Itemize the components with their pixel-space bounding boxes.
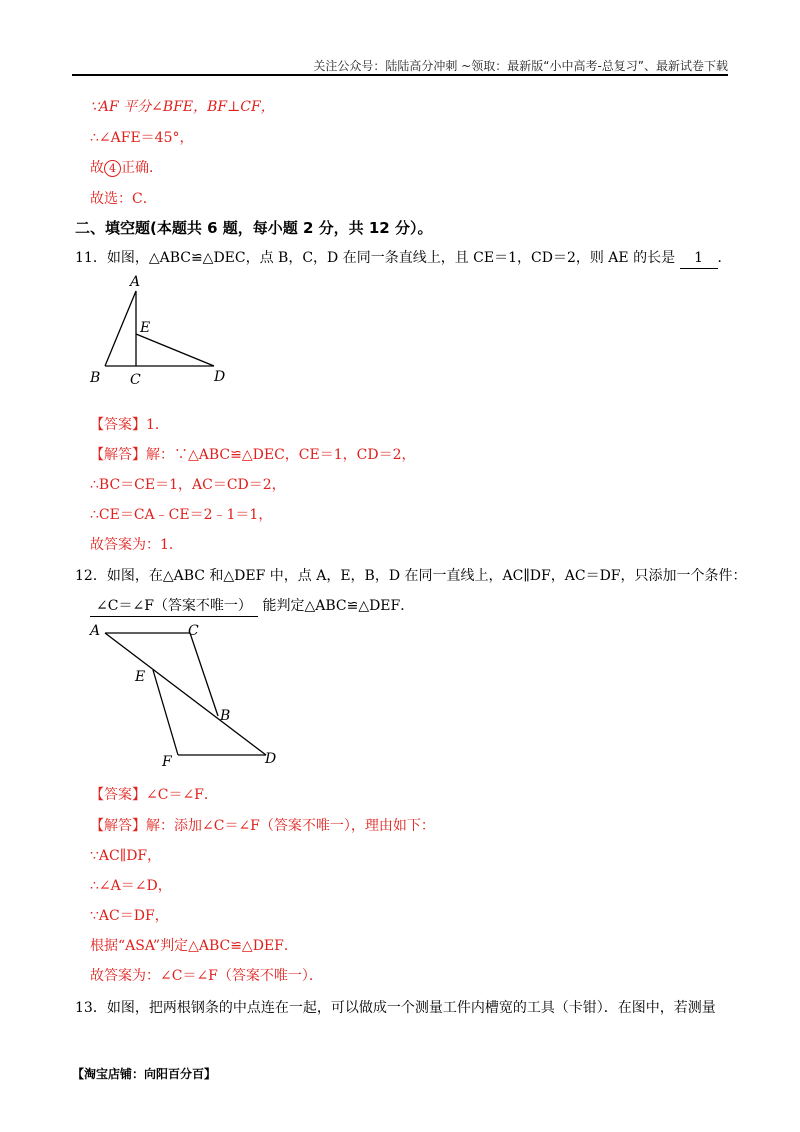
q11-figure [85,272,245,390]
q12-label-f: F [162,754,172,770]
q11-stem-end: ． [717,250,732,266]
prev-line-3-post: 正确． [121,160,163,176]
circled-number: 4 [104,160,121,177]
q12-answer: 【答案】∠C＝∠F． [90,787,218,803]
prev-line-4: 故选：C． [90,191,157,207]
q12-solution-2: ∵AC∥DF， [90,848,162,864]
q12-segment-ef [153,670,178,755]
q12-stem-1: 12．如图，在△ABC 和△DEF 中，点 A，E，B，D 在同一直线上，AC∥DF，AC＝DF，只添加一个条件： [75,568,747,584]
prev-line-1: ∵AF 平分∠BFE，BF⊥CF， [90,99,275,115]
q12-figure [85,620,290,770]
q12-label-d: D [265,751,277,767]
page-footer: 【淘宝店铺：向阳百分百】 [72,1067,217,1081]
q12-answer-blank: ∠C＝∠F（答案不唯一） [90,596,258,617]
q12-label-e: E [135,669,146,685]
prev-line-2: ∴∠AFE＝45°， [90,130,194,146]
prev-line-3 [90,158,163,178]
q12-segment-cb [190,633,218,716]
q12-label-c: C [188,623,199,639]
q12-solution-5: 根据“ASA”判定△ABC≌△DEF． [90,938,298,954]
q12-stem-2 [90,596,414,617]
q13-stem: 13．如图，把两根钢条的中点连在一起，可以做成一个测量工件内槽宽的工具（卡钳）．在图中，若测量 [75,1000,716,1016]
q12-label-b: B [220,708,231,724]
q11-answer-blank: 1 [680,248,718,269]
q11-solution-4: 故答案为：1． [90,537,183,553]
q11-stem [75,248,732,269]
q12-solution-3: ∴∠A＝∠D， [90,878,172,894]
q11-answer: 【答案】1． [90,417,169,433]
section-title: 二、填空题(本题共 6 题，每小题 2 分，共 12 分）。 [75,219,433,237]
prev-line-3-pre: 故 [90,160,104,176]
header-rule [72,74,728,76]
q11-segment-ed [136,334,214,366]
q11-label-d: D [214,369,226,385]
q12-solution-4: ∵AC＝DF， [90,908,169,924]
q11-label-a: A [130,274,141,290]
q12-solution-6: 故答案为：∠C＝∠F（答案不唯一）． [90,968,323,984]
q11-stem-text: 11．如图，△ABC≌△DEC，点 B，C，D 在同一条直线上，且 CE＝1，CD＝2，则 AE 的长是 [75,250,676,266]
q11-label-e: E [140,320,151,336]
q12-segment-ad [105,633,266,755]
q11-solution-2: ∴BC＝CE＝1，AC＝CD＝2， [90,477,286,493]
q11-solution-3: ∴CE＝CA﹣CE＝2﹣1＝1， [90,507,273,523]
q12-solution-1: 【解答】解：添加∠C＝∠F（答案不唯一），理由如下： [90,818,435,834]
q12-stem-2-text: 能判定△ABC≌△DEF． [262,598,415,614]
q11-label-b: B [90,370,101,386]
page-header: 关注公众号：陆陆高分冲刺 ~领取：最新版“小中高考-总复习”、最新试卷下载 [313,59,728,73]
q11-segment-ab [105,291,136,366]
q11-label-c: C [130,372,141,388]
q12-label-a: A [90,623,101,639]
q11-solution-1: 【解答】解：∵△ABC≌△DEC，CE＝1，CD＝2， [90,447,416,463]
